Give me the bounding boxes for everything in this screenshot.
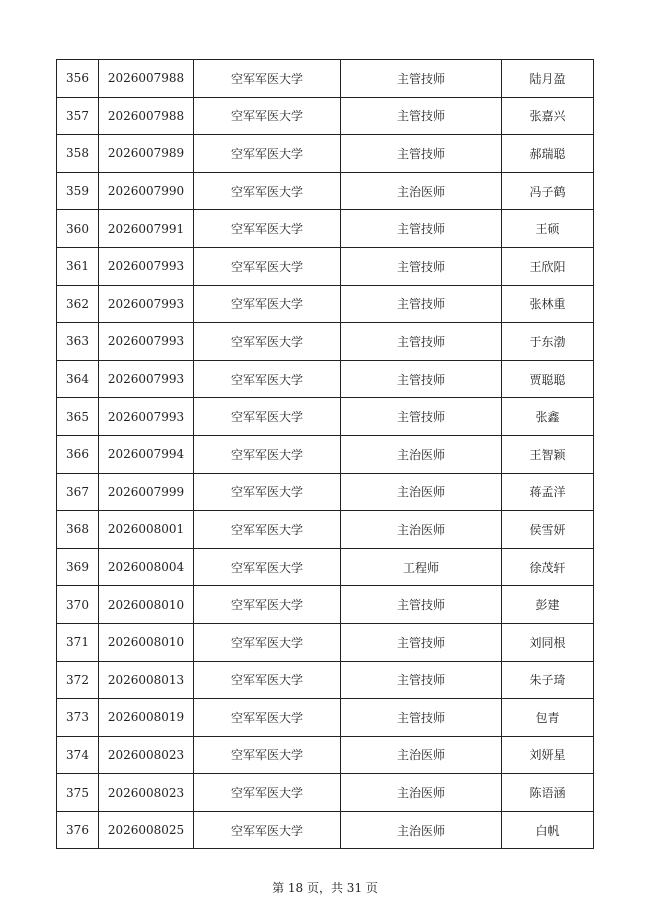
job-title-cell: 主管技师 — [341, 699, 502, 737]
job-title-cell: 主管技师 — [341, 398, 502, 436]
candidate-id-cell: 2026007994 — [99, 435, 194, 473]
job-title-cell: 主管技师 — [341, 661, 502, 699]
candidate-id-cell: 2026008025 — [99, 811, 194, 849]
candidate-id-cell: 2026007993 — [99, 398, 194, 436]
person-name-cell: 徐茂轩 — [502, 548, 594, 586]
table-row — [57, 473, 594, 511]
job-title-cell: 主治医师 — [341, 435, 502, 473]
table-row — [57, 435, 594, 473]
candidate-id-cell: 2026007988 — [99, 60, 194, 98]
organization-cell: 空军军医大学 — [194, 661, 341, 699]
table-row — [57, 623, 594, 661]
table-row — [57, 210, 594, 248]
organization-cell: 空军军医大学 — [194, 623, 341, 661]
results-table — [56, 59, 594, 849]
table-row — [57, 360, 594, 398]
candidate-id-cell: 2026007989 — [99, 135, 194, 173]
job-title-cell: 主治医师 — [341, 811, 502, 849]
row-number-cell: 366 — [57, 435, 99, 473]
candidate-id-cell: 2026007993 — [99, 323, 194, 361]
table-row — [57, 247, 594, 285]
organization-cell: 空军军医大学 — [194, 60, 341, 98]
person-name-cell: 刘妍星 — [502, 736, 594, 774]
row-number-cell: 360 — [57, 210, 99, 248]
person-name-cell: 贾聪聪 — [502, 360, 594, 398]
person-name-cell: 陈语涵 — [502, 774, 594, 812]
row-number-cell: 357 — [57, 97, 99, 135]
job-title-cell: 主治医师 — [341, 774, 502, 812]
person-name-cell: 王硕 — [502, 210, 594, 248]
job-title-cell: 主治医师 — [341, 736, 502, 774]
job-title-cell: 主管技师 — [341, 247, 502, 285]
table-row — [57, 398, 594, 436]
organization-cell: 空军军医大学 — [194, 285, 341, 323]
candidate-id-cell: 2026008004 — [99, 548, 194, 586]
person-name-cell: 包青 — [502, 699, 594, 737]
table-row — [57, 586, 594, 624]
row-number-cell: 356 — [57, 60, 99, 98]
table-row — [57, 97, 594, 135]
organization-cell: 空军军医大学 — [194, 511, 341, 549]
candidate-id-cell: 2026007993 — [99, 247, 194, 285]
candidate-id-cell: 2026008013 — [99, 661, 194, 699]
candidate-id-cell: 2026008023 — [99, 736, 194, 774]
person-name-cell: 刘同根 — [502, 623, 594, 661]
job-title-cell: 主管技师 — [341, 360, 502, 398]
organization-cell: 空军军医大学 — [194, 586, 341, 624]
person-name-cell: 朱子琦 — [502, 661, 594, 699]
person-name-cell: 王智颖 — [502, 435, 594, 473]
job-title-cell: 主管技师 — [341, 60, 502, 98]
person-name-cell: 蒋孟洋 — [502, 473, 594, 511]
person-name-cell: 于东渤 — [502, 323, 594, 361]
organization-cell: 空军军医大学 — [194, 435, 341, 473]
page-footer: 第 18 页，共 31 页 — [272, 881, 378, 895]
table-row — [57, 172, 594, 210]
organization-cell: 空军军医大学 — [194, 398, 341, 436]
row-number-cell: 358 — [57, 135, 99, 173]
job-title-cell: 主管技师 — [341, 586, 502, 624]
person-name-cell: 侯雪妍 — [502, 511, 594, 549]
row-number-cell: 376 — [57, 811, 99, 849]
candidate-id-cell: 2026008010 — [99, 623, 194, 661]
candidate-id-cell: 2026007990 — [99, 172, 194, 210]
job-title-cell: 主管技师 — [341, 97, 502, 135]
job-title-cell: 主管技师 — [341, 623, 502, 661]
candidate-id-cell: 2026007993 — [99, 285, 194, 323]
job-title-cell: 工程师 — [341, 548, 502, 586]
row-number-cell: 367 — [57, 473, 99, 511]
table-row — [57, 323, 594, 361]
person-name-cell: 彭建 — [502, 586, 594, 624]
table-row — [57, 511, 594, 549]
row-number-cell: 368 — [57, 511, 99, 549]
organization-cell: 空军军医大学 — [194, 172, 341, 210]
row-number-cell: 359 — [57, 172, 99, 210]
organization-cell: 空军军医大学 — [194, 473, 341, 511]
table-row — [57, 661, 594, 699]
candidate-id-cell: 2026007999 — [99, 473, 194, 511]
row-number-cell: 371 — [57, 623, 99, 661]
candidate-id-cell: 2026007991 — [99, 210, 194, 248]
row-number-cell: 362 — [57, 285, 99, 323]
person-name-cell: 郝瑞聪 — [502, 135, 594, 173]
results-table-container — [56, 59, 594, 849]
table-row — [57, 699, 594, 737]
row-number-cell: 373 — [57, 699, 99, 737]
person-name-cell: 白帆 — [502, 811, 594, 849]
job-title-cell: 主治医师 — [341, 511, 502, 549]
job-title-cell: 主管技师 — [341, 285, 502, 323]
organization-cell: 空军军医大学 — [194, 97, 341, 135]
table-row — [57, 60, 594, 98]
table-row — [57, 736, 594, 774]
person-name-cell: 张林重 — [502, 285, 594, 323]
row-number-cell: 363 — [57, 323, 99, 361]
organization-cell: 空军军医大学 — [194, 736, 341, 774]
person-name-cell: 陆月盈 — [502, 60, 594, 98]
row-number-cell: 372 — [57, 661, 99, 699]
candidate-id-cell: 2026008019 — [99, 699, 194, 737]
candidate-id-cell: 2026008023 — [99, 774, 194, 812]
organization-cell: 空军军医大学 — [194, 548, 341, 586]
row-number-cell: 364 — [57, 360, 99, 398]
person-name-cell: 王欣阳 — [502, 247, 594, 285]
row-number-cell: 370 — [57, 586, 99, 624]
organization-cell: 空军军医大学 — [194, 135, 341, 173]
organization-cell: 空军军医大学 — [194, 774, 341, 812]
organization-cell: 空军军医大学 — [194, 699, 341, 737]
candidate-id-cell: 2026007993 — [99, 360, 194, 398]
table-row — [57, 548, 594, 586]
candidate-id-cell: 2026008001 — [99, 511, 194, 549]
row-number-cell: 365 — [57, 398, 99, 436]
table-row — [57, 285, 594, 323]
row-number-cell: 361 — [57, 247, 99, 285]
candidate-id-cell: 2026007988 — [99, 97, 194, 135]
organization-cell: 空军军医大学 — [194, 323, 341, 361]
organization-cell: 空军军医大学 — [194, 360, 341, 398]
job-title-cell: 主治医师 — [341, 172, 502, 210]
row-number-cell: 375 — [57, 774, 99, 812]
row-number-cell: 369 — [57, 548, 99, 586]
person-name-cell: 张鑫 — [502, 398, 594, 436]
job-title-cell: 主管技师 — [341, 135, 502, 173]
job-title-cell: 主管技师 — [341, 323, 502, 361]
organization-cell: 空军军医大学 — [194, 811, 341, 849]
table-row — [57, 774, 594, 812]
job-title-cell: 主治医师 — [341, 473, 502, 511]
person-name-cell: 冯子鹤 — [502, 172, 594, 210]
person-name-cell: 张嘉兴 — [502, 97, 594, 135]
table-body — [57, 60, 594, 849]
organization-cell: 空军军医大学 — [194, 247, 341, 285]
table-row — [57, 135, 594, 173]
job-title-cell: 主管技师 — [341, 210, 502, 248]
candidate-id-cell: 2026008010 — [99, 586, 194, 624]
table-row — [57, 811, 594, 849]
organization-cell: 空军军医大学 — [194, 210, 341, 248]
row-number-cell: 374 — [57, 736, 99, 774]
